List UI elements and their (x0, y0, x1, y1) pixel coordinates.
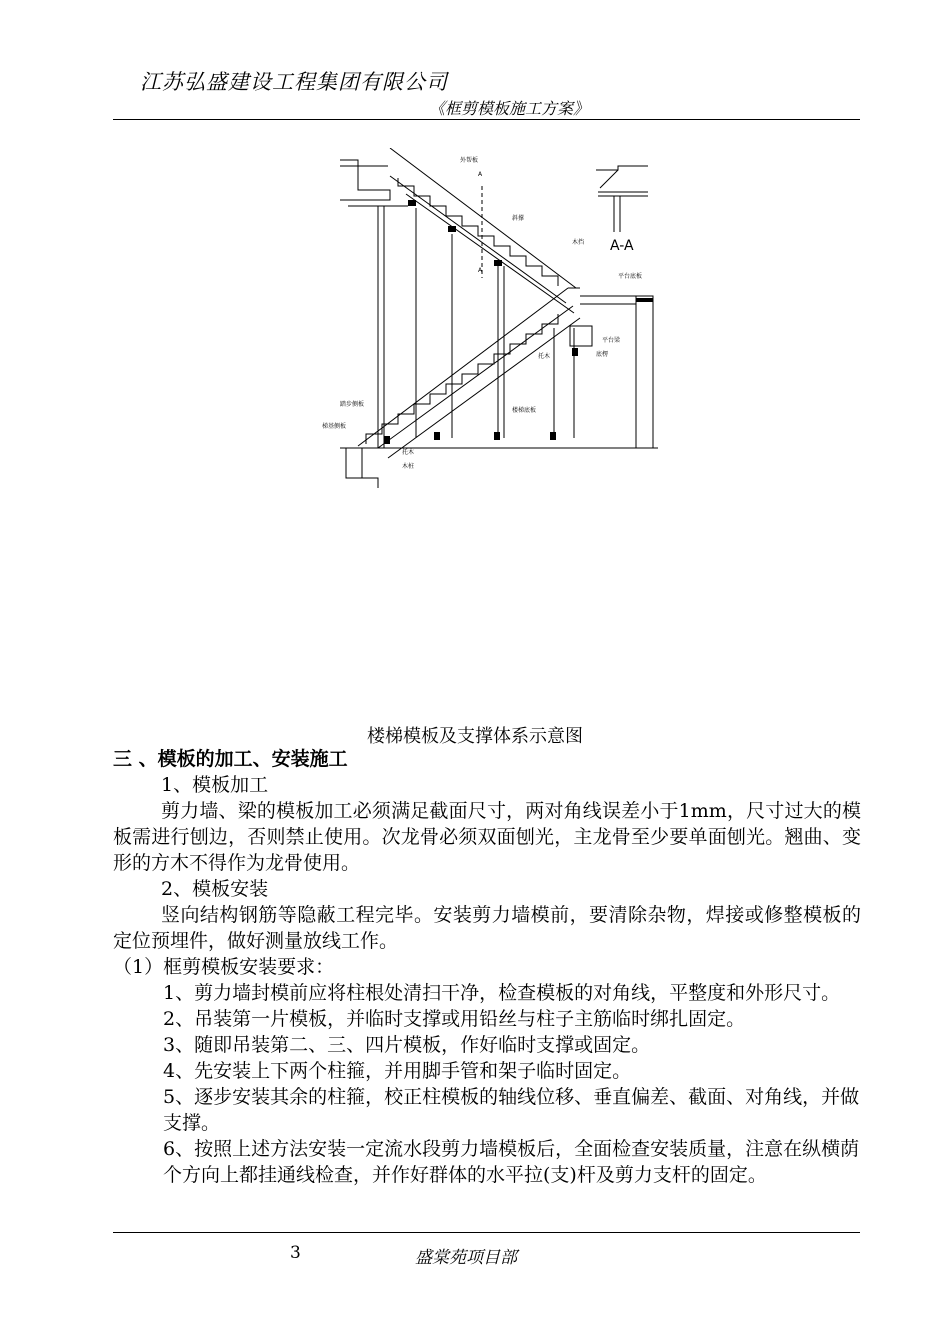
list-item: 5、逐步安装其余的柱箍，校正柱模板的轴线位移、垂直偏差、截面、对角线，并做支撑。 (163, 1086, 860, 1134)
list-item: 1、剪力墙封模前应将柱根处清扫干净，检查模板的对角线，平整度和外形尺寸。 (163, 982, 841, 1004)
section-3-body (113, 746, 861, 1188)
subheading-2: 2、模板安装 (161, 878, 269, 900)
list-item: 6、按照上述方法安装一定流水段剪力墙模板后，全面检查安装质量，注意在纵横荫个方向上都挂通线检查，并作好群体的水平拉(支)杆及剪力支杆的固定。 (163, 1138, 860, 1186)
label-tuo-mu: 托木 (538, 353, 551, 360)
header-doc-title: 《框剪模板施工方案》 (429, 99, 590, 118)
section-3-title: 三 、模板的加工、安装施工 (113, 748, 348, 770)
list-item: 3、随即吊装第二、三、四片模板，作好临时支撑或固定。 (163, 1034, 651, 1056)
list-item: 4、先安装上下两个柱箍，并用脚手管和架子临时固定。 (163, 1060, 632, 1082)
figure-caption: 楼梯模板及支撑体系示意图 (367, 726, 583, 747)
label-xie-cheng: 斜撑 (512, 215, 525, 222)
label-mu-dang: 木挡 (572, 239, 585, 246)
label-ta-bu-ce-ban: 踏步侧板 (340, 401, 365, 408)
subheading-1: 1、模板加工 (161, 774, 269, 796)
label-a-bottom: A (478, 267, 483, 274)
footer-department: 盛棠苑项目部 (415, 1248, 517, 1268)
label-section-aa: A-A (610, 238, 634, 254)
header-rule (113, 119, 860, 120)
page-number: 3 (290, 1243, 301, 1263)
label-ping-tai-liang: 平台梁 (602, 337, 621, 344)
label-mu-zhuang: 木桩 (402, 463, 415, 470)
paragraph-2: 竖向结构钢筋等隐蔽工程完毕。安装剪力墙模前，要清除杂物，焊接或修整模板的定位预埋件，做好测量放线工作。 (113, 904, 861, 952)
label-wai-bang-ban: 外帮板 (460, 157, 479, 164)
footer-rule (113, 1232, 860, 1233)
label-di-leng: 底楞 (596, 351, 609, 358)
header-company: 江苏弘盛建设工程集团有限公司 (140, 70, 448, 94)
list-item: 2、吊装第一片模板，并临时支撑或用铅丝与柱子主筋临时绑扎固定。 (163, 1008, 746, 1030)
label-ti-ji-ce-ban: 梯基侧板 (322, 423, 347, 430)
label-tuo-mu-bottom: 托木 (402, 449, 415, 456)
paragraph-1: 剪力墙、梁的模板加工必须满足截面尺寸，两对角线误差小于1mm，尺寸过大的模板需进行刨边，否则禁止使用。次龙骨必须双面刨光，主龙骨至少要单面刨光。翘曲、变形的方木不得作为龙骨使用。 (113, 800, 861, 874)
subheading-3: （1）框剪模板安装要求： (113, 956, 335, 978)
label-ping-tai-di-ban: 平台底板 (618, 273, 643, 280)
label-a-top: A (478, 171, 483, 178)
stair-formwork-diagram (318, 148, 658, 488)
label-lou-ti-di-ban: 楼梯底板 (512, 407, 537, 414)
